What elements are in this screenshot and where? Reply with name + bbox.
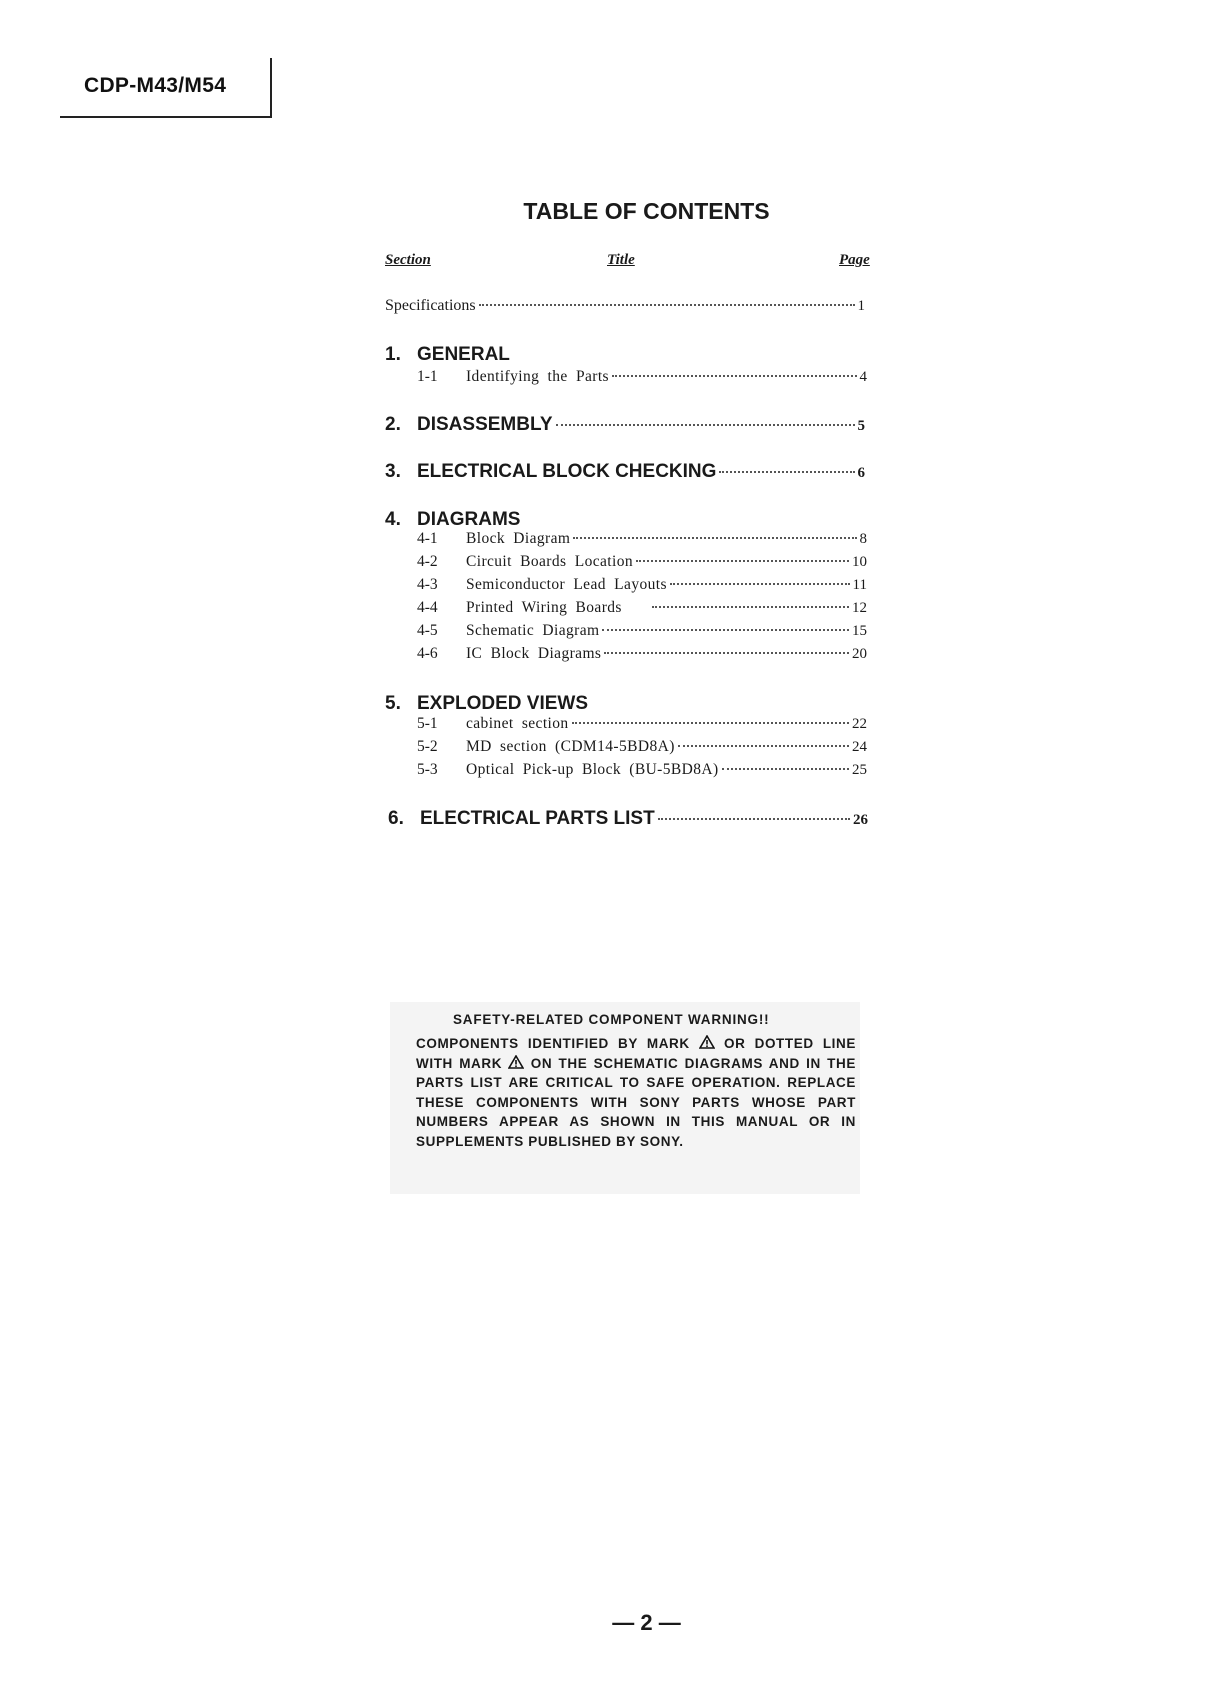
dot-leader (556, 424, 855, 426)
entry-number: 4-6 (417, 645, 438, 662)
toc-section-electrical-parts-list[interactable] (388, 808, 868, 830)
header-rule-vertical (270, 58, 272, 116)
toc-entry-specifications[interactable] (385, 297, 865, 315)
safety-warning-title: SAFETY-RELATED COMPONENT WARNING!! (453, 1012, 770, 1027)
toc-entry-4-5[interactable] (417, 622, 867, 640)
header-rule-horizontal (60, 116, 272, 118)
dot-leader (658, 818, 850, 820)
section-number: 1. (385, 344, 401, 365)
column-header-title: Title (607, 252, 635, 268)
section-title: ELECTRICAL BLOCK CHECKING (417, 461, 717, 482)
section-page: 26 (853, 812, 868, 828)
dot-leader (479, 304, 855, 306)
dot-leader (652, 606, 849, 608)
section-page: 5 (857, 418, 865, 434)
entry-page: 4 (859, 369, 867, 385)
page-number: — 2 — (612, 1610, 681, 1635)
entry-title: Schematic Diagram (466, 622, 600, 639)
entry-title: MD section (CDM14-5BD8A) (466, 738, 675, 755)
toc-entry-5-2[interactable] (417, 738, 867, 756)
dot-leader (636, 560, 849, 562)
entry-number: 5-1 (417, 715, 438, 732)
toc-entry-1-1[interactable] (417, 368, 867, 386)
entry-page: 12 (852, 600, 867, 616)
toc-title: TABLE OF CONTENTS (523, 198, 770, 224)
toc-entry-5-1[interactable] (417, 715, 867, 733)
entry-title: cabinet section (466, 715, 569, 732)
dot-leader (678, 745, 849, 747)
toc-entry-4-6[interactable] (417, 645, 867, 663)
dot-leader (573, 537, 856, 539)
toc-section-diagrams[interactable] (385, 509, 520, 531)
section-number: 5. (385, 693, 401, 714)
toc-entry-4-1[interactable] (417, 530, 867, 548)
model-number: CDP-M43/M54 (84, 74, 227, 97)
section-title: ELECTRICAL PARTS LIST (420, 808, 655, 829)
toc-section-exploded-views[interactable] (385, 693, 588, 715)
section-title: DIAGRAMS (417, 509, 521, 530)
entry-page: 24 (852, 739, 867, 755)
warning-triangle-icon (699, 1035, 715, 1049)
entry-number: 4-1 (417, 530, 438, 547)
column-header-page: Page (839, 252, 870, 268)
entry-page: 10 (852, 554, 867, 570)
entry-title: Circuit Boards Location (466, 553, 634, 570)
entry-page: 20 (852, 646, 867, 662)
entry-number: 5-3 (417, 761, 438, 778)
warning-text-part2: OR DOTTED LINE WITH MARK (416, 1036, 856, 1071)
dot-leader (670, 583, 850, 585)
entry-number: 1-1 (417, 368, 438, 385)
section-number: 2. (385, 414, 401, 435)
section-title: EXPLODED VIEWS (417, 693, 589, 714)
section-title: GENERAL (417, 344, 510, 365)
dot-leader (602, 629, 849, 631)
dot-leader (612, 375, 857, 377)
entry-title: Printed Wiring Boards (466, 599, 622, 616)
warning-triangle-icon (508, 1055, 524, 1069)
dot-leader (719, 471, 854, 473)
warning-text-part1: COMPONENTS IDENTIFIED BY MARK (416, 1036, 690, 1051)
section-number: 4. (385, 509, 401, 530)
toc-section-electrical-block-checking[interactable] (385, 461, 865, 483)
entry-number: 5-2 (417, 738, 438, 755)
toc-entry-5-3[interactable] (417, 761, 867, 779)
entry-page: 15 (852, 623, 867, 639)
entry-page: 22 (852, 716, 867, 732)
entry-title: Semiconductor Lead Layouts (466, 576, 667, 593)
section-number: 6. (388, 808, 404, 829)
toc-entry-4-2[interactable] (417, 553, 867, 571)
entry-page: 11 (852, 577, 867, 593)
safety-warning-body (416, 1034, 856, 1151)
entry-number: 4-4 (417, 599, 438, 616)
toc-entry-4-3[interactable] (417, 576, 867, 594)
toc-entry-4-4[interactable] (417, 599, 867, 617)
toc-section-general[interactable] (385, 344, 510, 366)
column-header-section: Section (385, 252, 431, 268)
section-page: 6 (857, 465, 865, 481)
entry-title: Identifying the Parts (466, 368, 609, 385)
entry-number: 4-2 (417, 553, 438, 570)
dot-leader (722, 768, 849, 770)
warning-text-part3: ON THE SCHEMATIC DIAGRAMS AND IN THE PARTS LIST ARE CRITICAL TO SAFE OPERATION. REPLACE THESE COMPONENTS WITH SONY PARTS WHOSE PART NUMBERS APPEAR AS SHOWN IN THIS MANUAL OR IN SUPPLEMENTS PUBLISHED BY SONY. (416, 1055, 856, 1149)
toc-entry-page: 1 (857, 298, 865, 314)
dot-leader (604, 652, 849, 654)
entry-page: 25 (852, 762, 867, 778)
section-title: DISASSEMBLY (417, 414, 553, 435)
entry-title: IC Block Diagrams (466, 645, 602, 662)
section-number: 3. (385, 461, 401, 482)
dot-leader (572, 722, 849, 724)
entry-title: Block Diagram (466, 530, 571, 547)
entry-title: Optical Pick-up Block (BU-5BD8A) (466, 761, 719, 778)
entry-number: 4-3 (417, 576, 438, 593)
entry-number: 4-5 (417, 622, 438, 639)
toc-entry-title: Specifications (385, 297, 476, 314)
entry-page: 8 (859, 531, 867, 547)
toc-section-disassembly[interactable] (385, 414, 865, 436)
